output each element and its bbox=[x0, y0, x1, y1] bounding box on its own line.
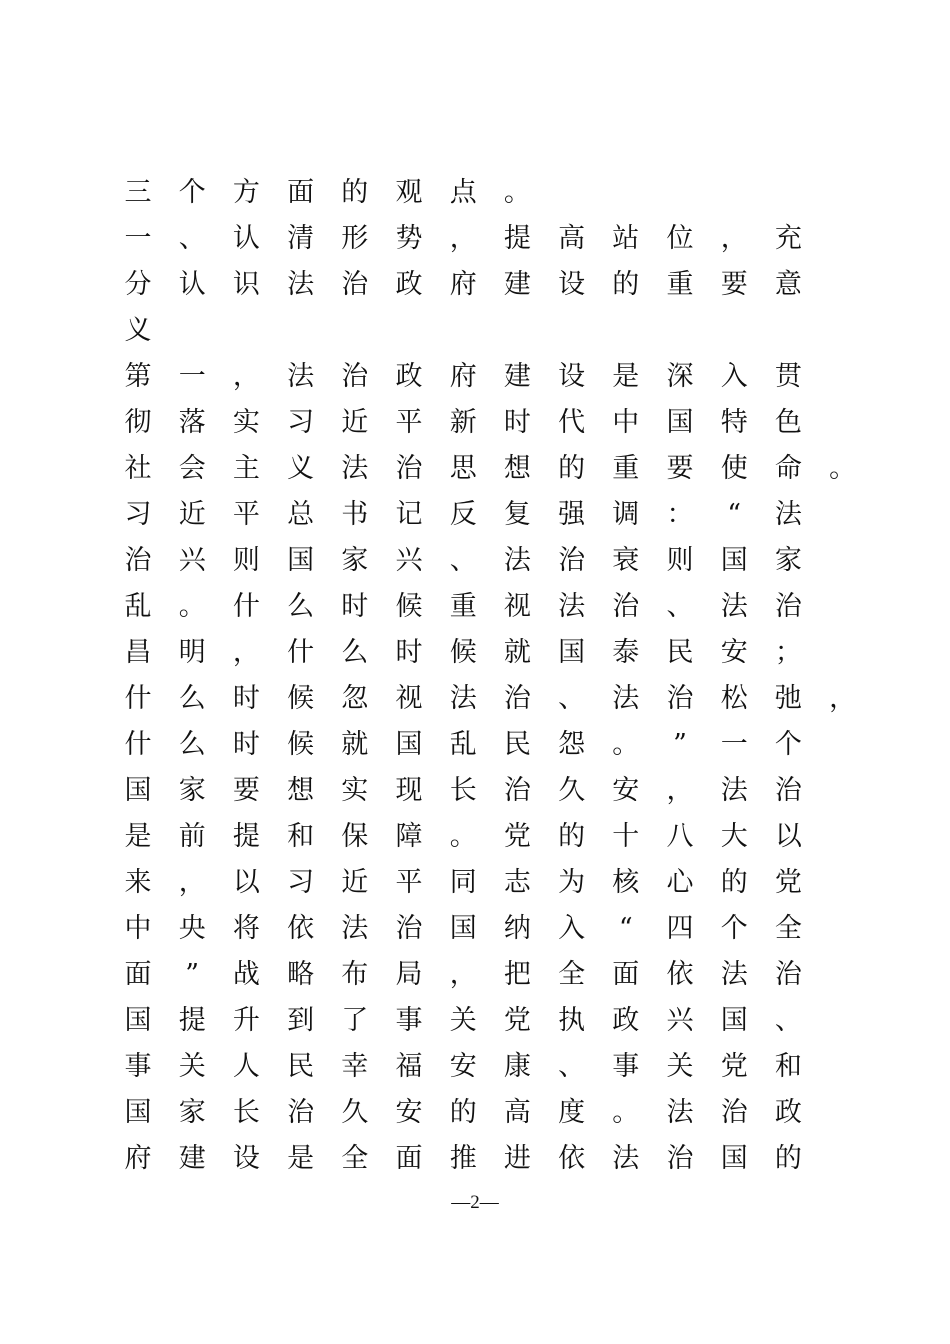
text-char: 、 bbox=[558, 683, 586, 714]
text-char: 什 bbox=[287, 637, 315, 668]
text-char: 人 bbox=[232, 1051, 260, 1082]
text-char: 么 bbox=[178, 729, 206, 760]
text-char: ， bbox=[666, 775, 694, 806]
text-char: 的 bbox=[612, 269, 640, 300]
text-char: 法 bbox=[287, 269, 315, 300]
text-char: 贯 bbox=[774, 361, 802, 392]
text-char: 和 bbox=[774, 1051, 802, 1082]
text-char: 到 bbox=[287, 1005, 315, 1036]
text-char: 。 bbox=[612, 1097, 640, 1128]
text-char: 中 bbox=[124, 913, 152, 944]
text-char: 入 bbox=[720, 361, 748, 392]
text-char: 治 bbox=[558, 545, 586, 576]
text-char: 个 bbox=[720, 913, 748, 944]
text-char: 长 bbox=[449, 775, 477, 806]
text-char: 治 bbox=[287, 1097, 315, 1128]
text-char: 以 bbox=[232, 867, 260, 898]
text-char: 将 bbox=[232, 913, 260, 944]
text-char: 时 bbox=[341, 591, 369, 622]
text-char: 治 bbox=[395, 453, 423, 484]
text-line bbox=[126, 170, 866, 216]
text-char: 清 bbox=[287, 223, 315, 254]
text-char: 兴 bbox=[178, 545, 206, 576]
text-char: 候 bbox=[449, 637, 477, 668]
text-char: 思 bbox=[449, 453, 477, 484]
text-char: 法 bbox=[720, 959, 748, 990]
text-char: 升 bbox=[232, 1005, 260, 1036]
text-char: 家 bbox=[774, 545, 802, 576]
text-char: 。 bbox=[612, 729, 640, 760]
text-line bbox=[126, 676, 866, 722]
text-char: 则 bbox=[232, 545, 260, 576]
text-char: 法 bbox=[341, 913, 369, 944]
text-char: 主 bbox=[232, 453, 260, 484]
text-char: 法 bbox=[449, 683, 477, 714]
text-char: 习 bbox=[287, 407, 315, 438]
text-char: 泰 bbox=[612, 637, 640, 668]
text-char: 形 bbox=[341, 223, 369, 254]
text-char: 入 bbox=[558, 913, 586, 944]
text-char: 关 bbox=[178, 1051, 206, 1082]
text-char: 习 bbox=[124, 499, 152, 530]
text-char: 习 bbox=[287, 867, 315, 898]
text-char: 幸 bbox=[341, 1051, 369, 1082]
text-char: 要 bbox=[232, 775, 260, 806]
text-char: 时 bbox=[232, 683, 260, 714]
text-char: 来 bbox=[124, 867, 152, 898]
text-char: 中 bbox=[612, 407, 640, 438]
text-char: 执 bbox=[558, 1005, 586, 1036]
text-char: 央 bbox=[178, 913, 206, 944]
page-number: —2— bbox=[451, 1192, 499, 1213]
text-char: 命 bbox=[774, 453, 802, 484]
body-text bbox=[126, 170, 866, 1182]
text-char: 度 bbox=[558, 1097, 586, 1128]
text-line bbox=[126, 584, 866, 630]
text-char: 会 bbox=[178, 453, 206, 484]
text-char: 法 bbox=[774, 499, 802, 530]
text-char: 的 bbox=[341, 177, 369, 208]
text-char: 依 bbox=[666, 959, 694, 990]
text-char: 治 bbox=[774, 959, 802, 990]
text-char: 国 bbox=[720, 1143, 748, 1174]
text-char: 安 bbox=[449, 1051, 477, 1082]
text-char: 国 bbox=[666, 407, 694, 438]
text-char: 则 bbox=[666, 545, 694, 576]
text-char: 什 bbox=[124, 729, 152, 760]
text-char: 意 bbox=[774, 269, 802, 300]
text-char: ： bbox=[666, 499, 694, 530]
text-line bbox=[126, 814, 866, 860]
text-char: 国 bbox=[720, 545, 748, 576]
text-char: ” bbox=[673, 729, 687, 760]
text-line bbox=[126, 768, 866, 814]
text-char: 民 bbox=[666, 637, 694, 668]
text-char: 治 bbox=[774, 775, 802, 806]
text-line bbox=[126, 630, 866, 676]
text-char: 是 bbox=[287, 1143, 315, 1174]
text-char: 乱 bbox=[124, 591, 152, 622]
text-char: 志 bbox=[503, 867, 531, 898]
text-char: 重 bbox=[449, 591, 477, 622]
text-char: 建 bbox=[503, 361, 531, 392]
text-char: 治 bbox=[774, 591, 802, 622]
text-line bbox=[126, 216, 866, 262]
text-char: ， bbox=[720, 223, 748, 254]
text-char: 。 bbox=[829, 453, 857, 484]
text-char: 八 bbox=[666, 821, 694, 852]
text-char: 全 bbox=[774, 913, 802, 944]
text-char: 家 bbox=[178, 775, 206, 806]
text-char: 时 bbox=[232, 729, 260, 760]
text-char: 法 bbox=[720, 591, 748, 622]
text-char: 要 bbox=[666, 453, 694, 484]
text-line bbox=[126, 952, 866, 998]
text-char: 分 bbox=[124, 269, 152, 300]
text-char: 提 bbox=[503, 223, 531, 254]
text-char: 弛 bbox=[774, 683, 802, 714]
text-char: 松 bbox=[720, 683, 748, 714]
text-char: 法 bbox=[503, 545, 531, 576]
text-char: 法 bbox=[720, 775, 748, 806]
text-char: 面 bbox=[287, 177, 315, 208]
text-char: 法 bbox=[341, 453, 369, 484]
text-char: 衰 bbox=[612, 545, 640, 576]
text-char: 什 bbox=[124, 683, 152, 714]
text-char: 高 bbox=[503, 1097, 531, 1128]
text-char: 彻 bbox=[124, 407, 152, 438]
text-char: 调 bbox=[612, 499, 640, 530]
text-char: 的 bbox=[720, 867, 748, 898]
text-char: 事 bbox=[612, 1051, 640, 1082]
text-char: 法 bbox=[666, 1097, 694, 1128]
text-char: 。 bbox=[178, 591, 206, 622]
text-char: 平 bbox=[395, 867, 423, 898]
text-char: 面 bbox=[124, 959, 152, 990]
text-char: 时 bbox=[503, 407, 531, 438]
text-char: “ bbox=[727, 499, 742, 530]
text-char: 政 bbox=[774, 1097, 802, 1128]
text-char: 设 bbox=[558, 361, 586, 392]
text-char: 个 bbox=[774, 729, 802, 760]
text-char: 实 bbox=[341, 775, 369, 806]
text-char: 重 bbox=[666, 269, 694, 300]
text-char: ， bbox=[232, 637, 260, 668]
text-char: 的 bbox=[449, 1097, 477, 1128]
text-line bbox=[126, 538, 866, 584]
text-char: 民 bbox=[287, 1051, 315, 1082]
text-char: 、 bbox=[558, 1051, 586, 1082]
text-char: 一 bbox=[124, 223, 152, 254]
text-char: 把 bbox=[503, 959, 531, 990]
text-char: 。 bbox=[503, 177, 531, 208]
text-char: 核 bbox=[612, 867, 640, 898]
text-char: 关 bbox=[449, 1005, 477, 1036]
text-char: “ bbox=[618, 913, 633, 944]
text-line bbox=[126, 400, 866, 446]
text-char: 以 bbox=[774, 821, 802, 852]
text-line bbox=[126, 998, 866, 1044]
text-char: ， bbox=[178, 867, 206, 898]
text-char: 提 bbox=[232, 821, 260, 852]
text-char: 认 bbox=[178, 269, 206, 300]
text-char: 国 bbox=[449, 913, 477, 944]
text-char: 要 bbox=[720, 269, 748, 300]
text-char: 民 bbox=[503, 729, 531, 760]
text-char: 前 bbox=[178, 821, 206, 852]
text-char: 大 bbox=[720, 821, 748, 852]
text-char: 四 bbox=[666, 913, 694, 944]
text-char: 法 bbox=[558, 591, 586, 622]
text-char: 的 bbox=[558, 453, 586, 484]
text-char: 近 bbox=[341, 867, 369, 898]
text-char: 是 bbox=[124, 821, 152, 852]
text-char: 战 bbox=[232, 959, 260, 990]
text-char: 代 bbox=[558, 407, 586, 438]
text-char: 兴 bbox=[666, 1005, 694, 1036]
text-char: 实 bbox=[232, 407, 260, 438]
text-char: 全 bbox=[558, 959, 586, 990]
text-char: 障 bbox=[395, 821, 423, 852]
text-char: 近 bbox=[341, 407, 369, 438]
text-char: 新 bbox=[449, 407, 477, 438]
text-char: 建 bbox=[178, 1143, 206, 1174]
text-char: 三 bbox=[124, 177, 152, 208]
text-char: 第 bbox=[124, 361, 152, 392]
text-char: 全 bbox=[341, 1143, 369, 1174]
text-char: 国 bbox=[558, 637, 586, 668]
text-char: 记 bbox=[395, 499, 423, 530]
text-char: 什 bbox=[232, 591, 260, 622]
text-line bbox=[126, 722, 866, 768]
text-char: 家 bbox=[178, 1097, 206, 1128]
text-char: 了 bbox=[341, 1005, 369, 1036]
text-char: 社 bbox=[124, 453, 152, 484]
text-char: 同 bbox=[449, 867, 477, 898]
text-char: 视 bbox=[395, 683, 423, 714]
text-char: 心 bbox=[666, 867, 694, 898]
text-char: 兴 bbox=[395, 545, 423, 576]
text-char: 、 bbox=[178, 223, 206, 254]
text-char: 依 bbox=[287, 913, 315, 944]
text-char: 面 bbox=[395, 1143, 423, 1174]
text-char: 色 bbox=[774, 407, 802, 438]
text-char: 国 bbox=[124, 775, 152, 806]
text-char: 怨 bbox=[558, 729, 586, 760]
text-char: 点 bbox=[449, 177, 477, 208]
text-char: 安 bbox=[395, 1097, 423, 1128]
text-char: 依 bbox=[558, 1143, 586, 1174]
text-char: 乱 bbox=[449, 729, 477, 760]
text-char: 法 bbox=[287, 361, 315, 392]
text-char: 一 bbox=[178, 361, 206, 392]
text-line bbox=[126, 1044, 866, 1090]
text-char: 法 bbox=[612, 1143, 640, 1174]
text-char: 想 bbox=[503, 453, 531, 484]
text-line bbox=[126, 1136, 866, 1182]
text-char: 时 bbox=[395, 637, 423, 668]
text-char: 布 bbox=[341, 959, 369, 990]
text-char: 视 bbox=[503, 591, 531, 622]
text-char: 十 bbox=[612, 821, 640, 852]
text-char: 忽 bbox=[341, 683, 369, 714]
text-char: 候 bbox=[287, 729, 315, 760]
text-char: 治 bbox=[124, 545, 152, 576]
text-char: 局 bbox=[395, 959, 423, 990]
text-char: 站 bbox=[612, 223, 640, 254]
text-char: 治 bbox=[720, 1097, 748, 1128]
text-line bbox=[126, 906, 866, 952]
text-char: 纳 bbox=[503, 913, 531, 944]
text-char: 建 bbox=[503, 269, 531, 300]
text-char: ， bbox=[449, 959, 477, 990]
text-char: 福 bbox=[395, 1051, 423, 1082]
text-char: 国 bbox=[124, 1097, 152, 1128]
text-char: ； bbox=[774, 637, 802, 668]
text-char: 个 bbox=[178, 177, 206, 208]
text-char: 府 bbox=[449, 269, 477, 300]
text-char: 设 bbox=[558, 269, 586, 300]
text-char: 为 bbox=[558, 867, 586, 898]
text-char: ， bbox=[232, 361, 260, 392]
text-char: 国 bbox=[395, 729, 423, 760]
text-line bbox=[126, 354, 866, 400]
text-char: 复 bbox=[503, 499, 531, 530]
text-char: 义 bbox=[124, 315, 152, 346]
text-char: 党 bbox=[774, 867, 802, 898]
text-char: 提 bbox=[178, 1005, 206, 1036]
text-line bbox=[126, 860, 866, 906]
text-char: ， bbox=[449, 223, 477, 254]
text-char: 关 bbox=[666, 1051, 694, 1082]
text-char: 一 bbox=[720, 729, 748, 760]
text-char: 推 bbox=[449, 1143, 477, 1174]
text-char: 国 bbox=[720, 1005, 748, 1036]
text-char: 义 bbox=[287, 453, 315, 484]
text-char: 重 bbox=[612, 453, 640, 484]
text-char: 明 bbox=[178, 637, 206, 668]
text-char: 候 bbox=[287, 683, 315, 714]
text-char: 特 bbox=[720, 407, 748, 438]
text-char: 府 bbox=[124, 1143, 152, 1174]
text-char: 平 bbox=[232, 499, 260, 530]
text-char: 高 bbox=[558, 223, 586, 254]
text-char: 治 bbox=[666, 1143, 694, 1174]
text-char: 近 bbox=[178, 499, 206, 530]
text-char: 治 bbox=[341, 361, 369, 392]
text-char: 安 bbox=[720, 637, 748, 668]
text-char: 就 bbox=[503, 637, 531, 668]
text-char: 治 bbox=[612, 591, 640, 622]
text-char: 久 bbox=[558, 775, 586, 806]
text-char: 识 bbox=[232, 269, 260, 300]
text-char: 治 bbox=[503, 683, 531, 714]
text-char: 么 bbox=[178, 683, 206, 714]
text-char: 现 bbox=[395, 775, 423, 806]
text-char: 设 bbox=[232, 1143, 260, 1174]
text-char: 家 bbox=[341, 545, 369, 576]
text-char: 党 bbox=[503, 821, 531, 852]
text-char: 认 bbox=[232, 223, 260, 254]
text-char: 、 bbox=[774, 1005, 802, 1036]
text-line bbox=[126, 262, 866, 308]
text-char: 昌 bbox=[124, 637, 152, 668]
text-char: 观 bbox=[395, 177, 423, 208]
text-char: 治 bbox=[666, 683, 694, 714]
text-char: 的 bbox=[774, 1143, 802, 1174]
text-char: 充 bbox=[774, 223, 802, 254]
text-char: 就 bbox=[341, 729, 369, 760]
text-char: 使 bbox=[720, 453, 748, 484]
text-char: 康 bbox=[503, 1051, 531, 1082]
text-char: 是 bbox=[612, 361, 640, 392]
text-char: 国 bbox=[124, 1005, 152, 1036]
text-char: 、 bbox=[666, 591, 694, 622]
text-char: 、 bbox=[449, 545, 477, 576]
text-line bbox=[126, 446, 866, 492]
text-char: 总 bbox=[287, 499, 315, 530]
text-char: 安 bbox=[612, 775, 640, 806]
text-char: 治 bbox=[395, 913, 423, 944]
text-char: 政 bbox=[395, 361, 423, 392]
text-char: 政 bbox=[612, 1005, 640, 1036]
text-char: 久 bbox=[341, 1097, 369, 1128]
text-char: 强 bbox=[558, 499, 586, 530]
text-char: ， bbox=[829, 683, 857, 714]
text-char: 政 bbox=[395, 269, 423, 300]
text-char: 治 bbox=[503, 775, 531, 806]
text-char: 和 bbox=[287, 821, 315, 852]
text-char: 法 bbox=[612, 683, 640, 714]
text-char: 府 bbox=[449, 361, 477, 392]
text-char: 面 bbox=[612, 959, 640, 990]
text-char: 的 bbox=[558, 821, 586, 852]
text-char: 位 bbox=[666, 223, 694, 254]
text-line bbox=[126, 308, 866, 354]
text-char: 事 bbox=[395, 1005, 423, 1036]
text-char: 略 bbox=[287, 959, 315, 990]
text-char: 落 bbox=[178, 407, 206, 438]
text-char: 党 bbox=[503, 1005, 531, 1036]
text-char: 想 bbox=[287, 775, 315, 806]
text-char: 候 bbox=[395, 591, 423, 622]
text-char: 党 bbox=[720, 1051, 748, 1082]
text-char: 进 bbox=[503, 1143, 531, 1174]
text-char: 方 bbox=[232, 177, 260, 208]
text-char: 么 bbox=[287, 591, 315, 622]
text-char: 反 bbox=[449, 499, 477, 530]
text-char: 长 bbox=[232, 1097, 260, 1128]
text-char: 保 bbox=[341, 821, 369, 852]
text-char: 书 bbox=[341, 499, 369, 530]
text-char: 么 bbox=[341, 637, 369, 668]
text-char: 事 bbox=[124, 1051, 152, 1082]
text-line bbox=[126, 1090, 866, 1136]
text-char: 平 bbox=[395, 407, 423, 438]
text-char: 治 bbox=[341, 269, 369, 300]
text-char: 势 bbox=[395, 223, 423, 254]
text-line bbox=[126, 492, 866, 538]
text-char: 深 bbox=[666, 361, 694, 392]
text-char: 。 bbox=[449, 821, 477, 852]
text-char: ” bbox=[185, 959, 200, 990]
text-char: 国 bbox=[287, 545, 315, 576]
